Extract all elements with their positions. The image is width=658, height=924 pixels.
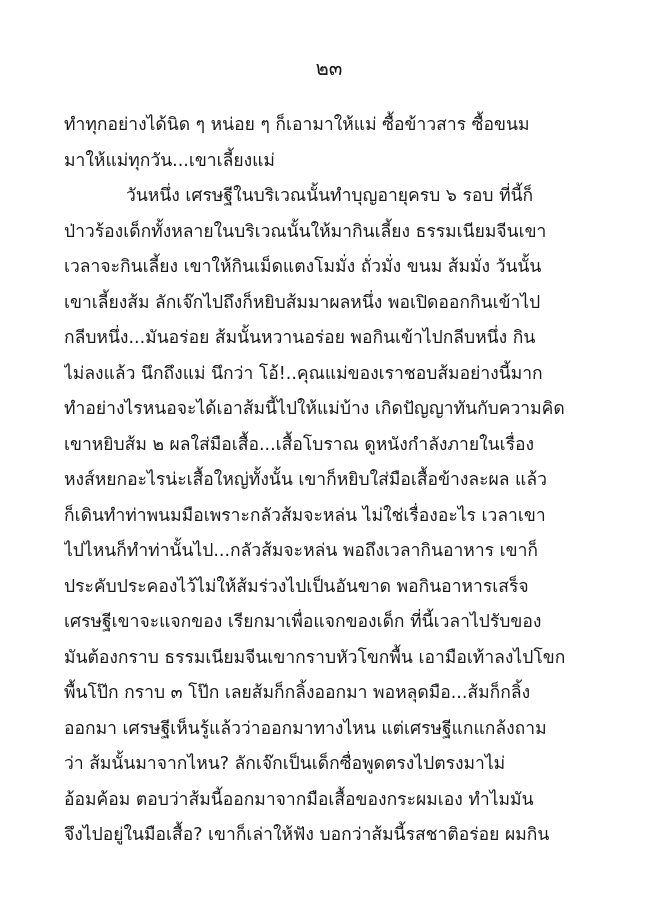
text-line: ทำทุกอย่างได้นิด ๆ หน่อย ๆ ก็เอามาให้แม่ ซื้อข้าวสาร ซื้อขนม <box>64 115 530 135</box>
text-line: เศรษฐีเขาจะแจกของ เรียกมาเพื่อแจกของเด็ก ที่นี้เวลาไปรับของ <box>64 612 542 632</box>
text-line: ออกมา เศรษฐีเห็นรู้แล้วว่าออกมาทางไหน แต่เศรษฐีแกแกล้งถาม <box>64 718 547 739</box>
text-line: ว่า ส้มนั้นมาจากไหน? ลักเจ๊กเป็นเด็กซื่อพูดตรงไปตรงมาไม่ <box>64 754 506 774</box>
text-line: เขาหยิบส้ม ๒ ผลใส่มือเสื้อ...เสื้อโบราณ ดูหนังกำลังภายในเรื่อง <box>64 434 535 455</box>
text-line: ก็เดินทำท่าพนมมือเพราะกลัวส้มจะหล่น ไม่ใช่เรื่องอะไร เวลาเขา <box>64 505 546 526</box>
text-line: จึงไปอยู่ในมือเสื้อ? เขาก็เล่าให้ฟัง บอกว่าส้มนี้รสชาติอร่อย ผมกิน <box>64 825 550 845</box>
page-number: ๒๓ <box>315 56 343 80</box>
text-line: เขาเลี้ยงส้ม ลักเจ๊กไปถึงก็หยิบส้มมาผลหนึ่ง พอเปิดออกกินเข้าไป <box>64 292 541 313</box>
text-line: กลีบหนึ่ง...มันอร่อย ส้มนั้นหวานอร่อย พอกินเข้าไปกลีบหนึ่ง กิน <box>64 328 536 348</box>
body-text <box>64 108 604 854</box>
text-line: ทำอย่างไรหนอจะได้เอาส้มนี้ไปให้แม่บ้าง เกิดปัญญาทันกับความคิด <box>64 399 565 419</box>
text-line: ประคับประคองไว้ไม่ให้ส้มร่วงไปเป็นอันขาด พอกินอาหารเสร็จ <box>64 576 529 597</box>
text-line: ป่าวร้องเด็กทั้งหลายในบริเวณนั้นให้มากินเลี้ยง ธรรมเนียมจีนเขา <box>64 221 547 242</box>
text-line: มาให้แม่ทุกวัน...เขาเลี้ยงแม่ <box>64 150 275 171</box>
text-line: ไม่ลงแล้ว นึกถึงแม่ นึกว่า โอ้!..คุณแม่ของเราชอบส้มอย่างนี้มาก <box>64 363 543 384</box>
paragraph-start-line: วันหนึ่ง เศรษฐีในบริเวณนั้นทำบุญอายุครบ ๖ รอบ ที่นี้ก็ <box>126 186 534 206</box>
text-line: ไปไหนก็ทำท่านั้นไป...กลัวส้มจะหล่น พอถึงเวลากินอาหาร เขาก็ <box>64 541 538 561</box>
text-line: มันต้องกราบ ธรรมเนียมจีนเขากราบหัวโขกพื้น เอามือเท้าลงไปโขก <box>64 647 566 668</box>
text-line: หงส์หยกอะไรน่ะเสื้อใหญ่ทั้งนั้น เขาก็หยิบใส่มือเสื้อข้างละผล แล้ว <box>64 470 547 490</box>
text-line: เวลาจะกินเลี้ยง เขาให้กินเม็ดแตงโมมั่ง ถั่วมั่ง ขนม ส้มมั่ง วันนั้น <box>64 257 542 277</box>
text-line: พื้นโป๊ก กราบ ๓ โป๊ก เลยส้มก็กลิ้งออกมา พอหลุดมือ...ส้มก็กลิ้ง <box>64 683 531 703</box>
text-line: อ้อมค้อม ตอบว่าส้มนี้ออกมาจากมือเสื้อของกระผมเอง ทำไมมัน <box>64 789 534 810</box>
